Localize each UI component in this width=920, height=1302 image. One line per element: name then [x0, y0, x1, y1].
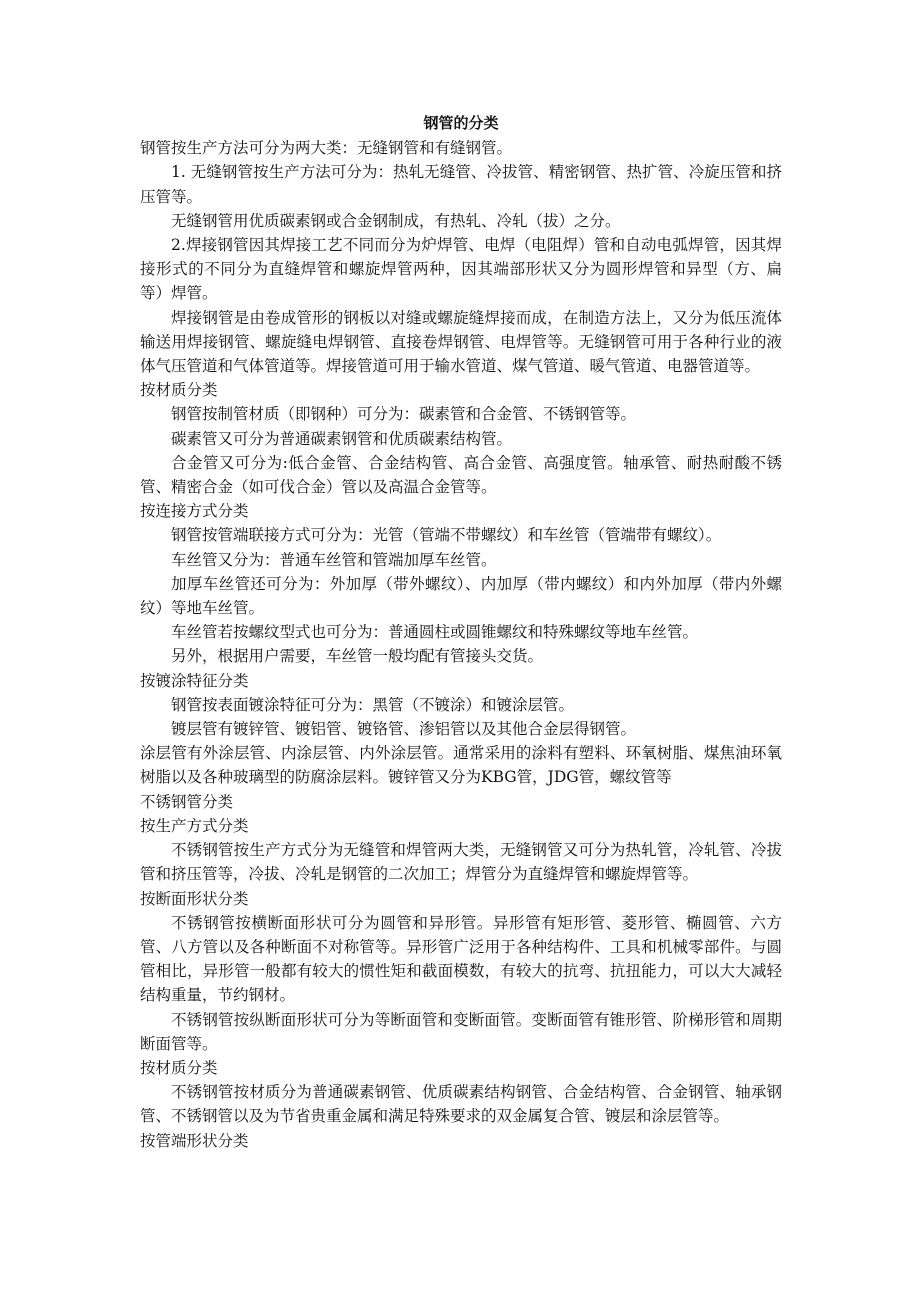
body-paragraph: 车丝管若按螺纹型式也可分为：普通圆柱或圆锥螺纹和特殊螺纹等地车丝管。 — [171, 623, 699, 642]
section-heading: 钢管按生产方法可分为两大类：无缝钢管和有缝钢管。 — [140, 139, 513, 158]
body-paragraph: 镀层管有镀锌管、镀铝管、镀铬管、渗铝管以及其他合金层得钢管。 — [171, 720, 637, 739]
body-paragraph: 不锈钢管按纵断面形状可分为等断面管和变断面管。变断面管有锥形管、阶梯形管和周期断面管等。 — [140, 1010, 782, 1053]
body-paragraph: 钢管按管端联接方式可分为：光管（管端不带螺纹）和车丝管（管端带有螺纹）。 — [171, 526, 722, 545]
section-heading: 按连接方式分类 — [140, 502, 249, 521]
section-heading: 涂层管有外涂层管、内涂层管、内外涂层管。通常采用的涂料有塑料、环氧树脂、煤焦油环氧树脂以及各种玻璃型的防腐涂层料。镀锌管又分为KBG管，JDG管，螺纹管等 — [140, 744, 782, 787]
document-page — [140, 111, 782, 1153]
body-paragraph: 1. 无缝钢管按生产方法可分为：热轧无缝管、冷拔管、精密钢管、热扩管、冷旋压管和挤压管等。 — [140, 163, 782, 206]
body-paragraph: 焊接钢管是由卷成管形的钢板以对缝或螺旋缝焊接而成，在制造方法上，又分为低压流体输送用焊接钢管、螺旋缝电焊钢管、直接卷焊钢管、电焊管等。无缝钢管可用于各种行业的液体气压管道和气体管道等。焊接管道可用于输水管道、煤气管道、暖气管道、电器管道等。 — [140, 308, 782, 376]
section-heading: 按材质分类 — [140, 1058, 218, 1077]
body-paragraph: 钢管按制管材质（即钢种）可分为：碳素管和合金管、不锈钢管等。 — [171, 405, 637, 424]
body-paragraph: 不锈钢管按生产方式分为无缝管和焊管两大类，无缝钢管又可分为热轧管，冷轧管、冷拔管和挤压管等，冷拔、冷轧是钢管的二次加工；焊管分为直缝焊管和螺旋焊管等。 — [140, 841, 782, 884]
body-paragraph: 不锈钢管按横断面形状可分为圆管和异形管。异形管有矩形管、菱形管、椭圆管、六方管、八方管以及各种断面不对称管等。异形管广泛用于各种结构件、工具和机械零部件。与圆管相比，异形管一般都有较大的惯性矩和截面模数，有较大的抗弯、抗扭能力，可以大大减轻结构重量，节约钢材。 — [140, 913, 782, 1005]
body-paragraph: 2.焊接钢管因其焊接工艺不同而分为炉焊管、电焊（电阻焊）管和自动电弧焊管，因其焊接形式的不同分为直缝焊管和螺旋焊管两种，因其端部形状又分为圆形焊管和异型（方、扁等）焊管。 — [140, 236, 782, 303]
section-heading: 按生产方式分类 — [140, 816, 249, 835]
document-title: 钢管的分类 — [423, 114, 499, 132]
body-paragraph: 加厚车丝管还可分为：外加厚（带外螺纹）、内加厚（带内螺纹）和内外加厚（带内外螺纹）等地车丝管。 — [140, 574, 782, 618]
section-heading: 按断面形状分类 — [140, 889, 249, 908]
body-paragraph: 不锈钢管按材质分为普通碳素钢管、优质碳素结构钢管、合金结构管、合金钢管、轴承钢管、不锈钢管以及为节省贵重金属和满足特殊要求的双金属复合管、镀层和涂层管等。 — [140, 1083, 782, 1126]
section-heading: 按管端形状分类 — [140, 1131, 249, 1150]
body-paragraph: 钢管按表面镀涂特征可分为：黑管（不镀涂）和镀涂层管。 — [171, 695, 575, 714]
body-paragraph: 车丝管又分为：普通车丝管和管端加厚车丝管。 — [171, 550, 497, 569]
document-body — [140, 136, 782, 1153]
section-heading: 按镀涂特征分类 — [140, 671, 249, 690]
section-heading: 不锈钢管分类 — [140, 792, 234, 811]
section-heading: 按材质分类 — [140, 381, 218, 400]
body-paragraph: 碳素管又可分为普通碳素钢管和优质碳素结构管。 — [171, 429, 513, 448]
body-paragraph: 无缝钢管用优质碳素钢或合金钢制成，有热轧、冷轧（拔）之分。 — [171, 211, 621, 230]
body-paragraph: 合金管又可分为:低合金管、合金结构管、高合金管、高强度管。轴承管、耐热耐酸不锈管、精密合金（如可伐合金）管以及高温合金管等。 — [140, 453, 782, 497]
body-paragraph: 另外，根据用户需要，车丝管一般均配有管接头交货。 — [171, 647, 544, 666]
